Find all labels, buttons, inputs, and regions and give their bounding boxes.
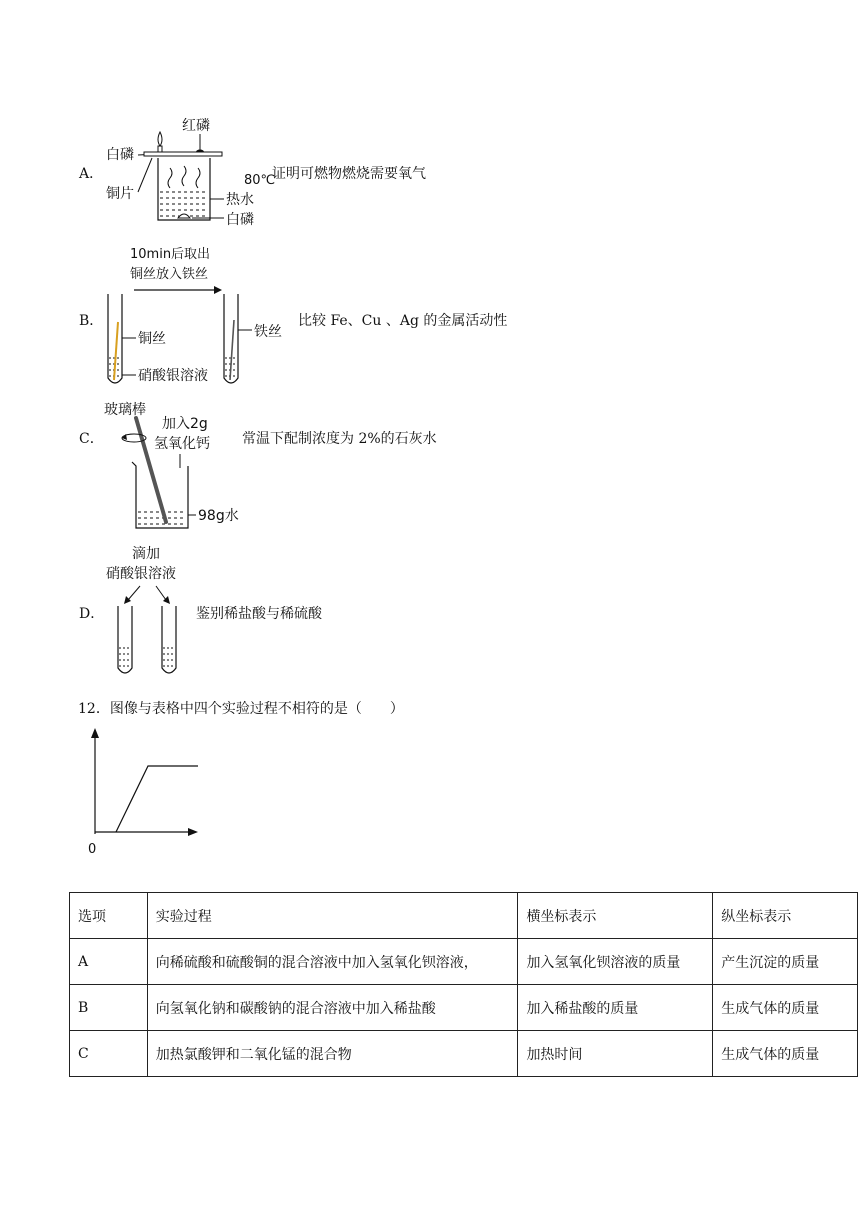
iron-wire: [230, 320, 234, 380]
vapor-2: [182, 166, 186, 186]
beaker: [158, 158, 210, 220]
table-cell: 生成气体的质量: [713, 1031, 858, 1077]
option-a-description: 证明可燃物燃烧需要氧气: [272, 166, 426, 182]
table-cell: C: [70, 1031, 148, 1077]
table-header: 纵坐标表示: [713, 893, 858, 939]
table-cell: 加热时间: [518, 1031, 713, 1077]
table-row: [70, 939, 858, 985]
table-cell: 加热氯酸钾和二氧化锰的混合物: [147, 1031, 518, 1077]
option-d-label: D．: [79, 606, 105, 622]
copper-wire: [114, 322, 118, 380]
table-header: 实验过程: [147, 893, 518, 939]
glass-rod-label: 玻璃棒: [104, 402, 146, 418]
water-98g-label: 98g水: [198, 508, 239, 524]
silver-nitrate-label: 硝酸银溶液: [138, 368, 208, 384]
option-b-description: 比较 Fe、Cu 、Ag 的金属活动性: [298, 313, 508, 329]
right-test-tube: [162, 606, 176, 673]
table-header: 横坐标表示: [518, 893, 713, 939]
options-table: [69, 892, 858, 1077]
step-line-1: 10min后取出: [130, 247, 211, 262]
left-test-tube: [118, 606, 132, 673]
hot-water-label: 热水: [226, 192, 254, 208]
table-row: [70, 1031, 858, 1077]
question-12-stem: [78, 698, 404, 718]
white-phosphorus-top-label: 白磷: [106, 147, 134, 163]
table-header: 选项: [70, 893, 148, 939]
right-tube-liquid: [163, 648, 175, 666]
table-cell: 加入氢氧化钡溶液的质量: [518, 939, 713, 985]
question-number: 12．: [78, 701, 110, 717]
option-c-figure: [100, 396, 250, 532]
left-tube-liquid: [119, 648, 131, 666]
option-c-label: C．: [79, 431, 104, 447]
graph-curve: [116, 766, 198, 832]
origin-label: 0: [88, 842, 97, 857]
arrow-head-icon: [214, 286, 222, 294]
drop-line-2: 硝酸银溶液: [106, 566, 176, 582]
temperature-label: 80℃: [244, 173, 276, 188]
table-cell: 产生沉淀的质量: [713, 939, 858, 985]
glass-rod: [136, 418, 166, 522]
question-graph: [80, 724, 210, 858]
option-d-description: 鉴别稀盐酸与稀硫酸: [196, 606, 322, 622]
table-cell: 加入稀盐酸的质量: [518, 985, 713, 1031]
option-a-figure: [100, 112, 276, 230]
step-line-2: 铜丝放入铁丝: [130, 267, 209, 282]
option-b-label: B．: [79, 313, 104, 329]
vapor-1: [168, 168, 172, 188]
white-phosphorus-underwater: [178, 214, 190, 218]
copper-plate: [144, 152, 222, 156]
table-header-row: [70, 893, 858, 939]
table-cell: B: [70, 985, 148, 1031]
option-b-figure: [100, 242, 300, 390]
drop-line-1: 滴加: [132, 546, 160, 562]
white-phosphorus-bottom-label: 白磷: [226, 212, 254, 228]
table-row: [70, 985, 858, 1031]
add-line-1: 加入2g: [162, 416, 208, 432]
hot-water: [160, 192, 208, 216]
table-cell: 向稀硫酸和硫酸铜的混合溶液中加入氢氧化钡溶液，: [147, 939, 518, 985]
option-c-description: 常温下配制浓度为 2%的石灰水: [242, 431, 437, 447]
red-phosphorus-label: 红磷: [182, 118, 210, 134]
x-axis-arrow-icon: [188, 828, 198, 836]
table-cell: 向氢氧化钠和碳酸钠的混合溶液中加入稀盐酸: [147, 985, 518, 1031]
flame-icon: [158, 132, 162, 146]
copper-wire-label: 铜丝: [138, 331, 166, 347]
option-a-label: A．: [79, 166, 104, 182]
copper-pointer: [138, 158, 152, 192]
y-axis-arrow-icon: [91, 728, 99, 738]
table-cell: A: [70, 939, 148, 985]
option-d-figure: [100, 540, 210, 682]
add-line-2: 氢氧化钙: [154, 436, 210, 452]
vapor-3: [196, 168, 200, 188]
iron-wire-label: 铁丝: [254, 324, 282, 340]
table-cell: 生成气体的质量: [713, 985, 858, 1031]
drop-arrow-right: [156, 586, 166, 600]
copper-plate-label: 铜片: [106, 186, 134, 202]
drop-arrow-left: [128, 586, 140, 600]
question-text: 图像与表格中四个实验过程不相符的是（ ）: [109, 701, 404, 717]
